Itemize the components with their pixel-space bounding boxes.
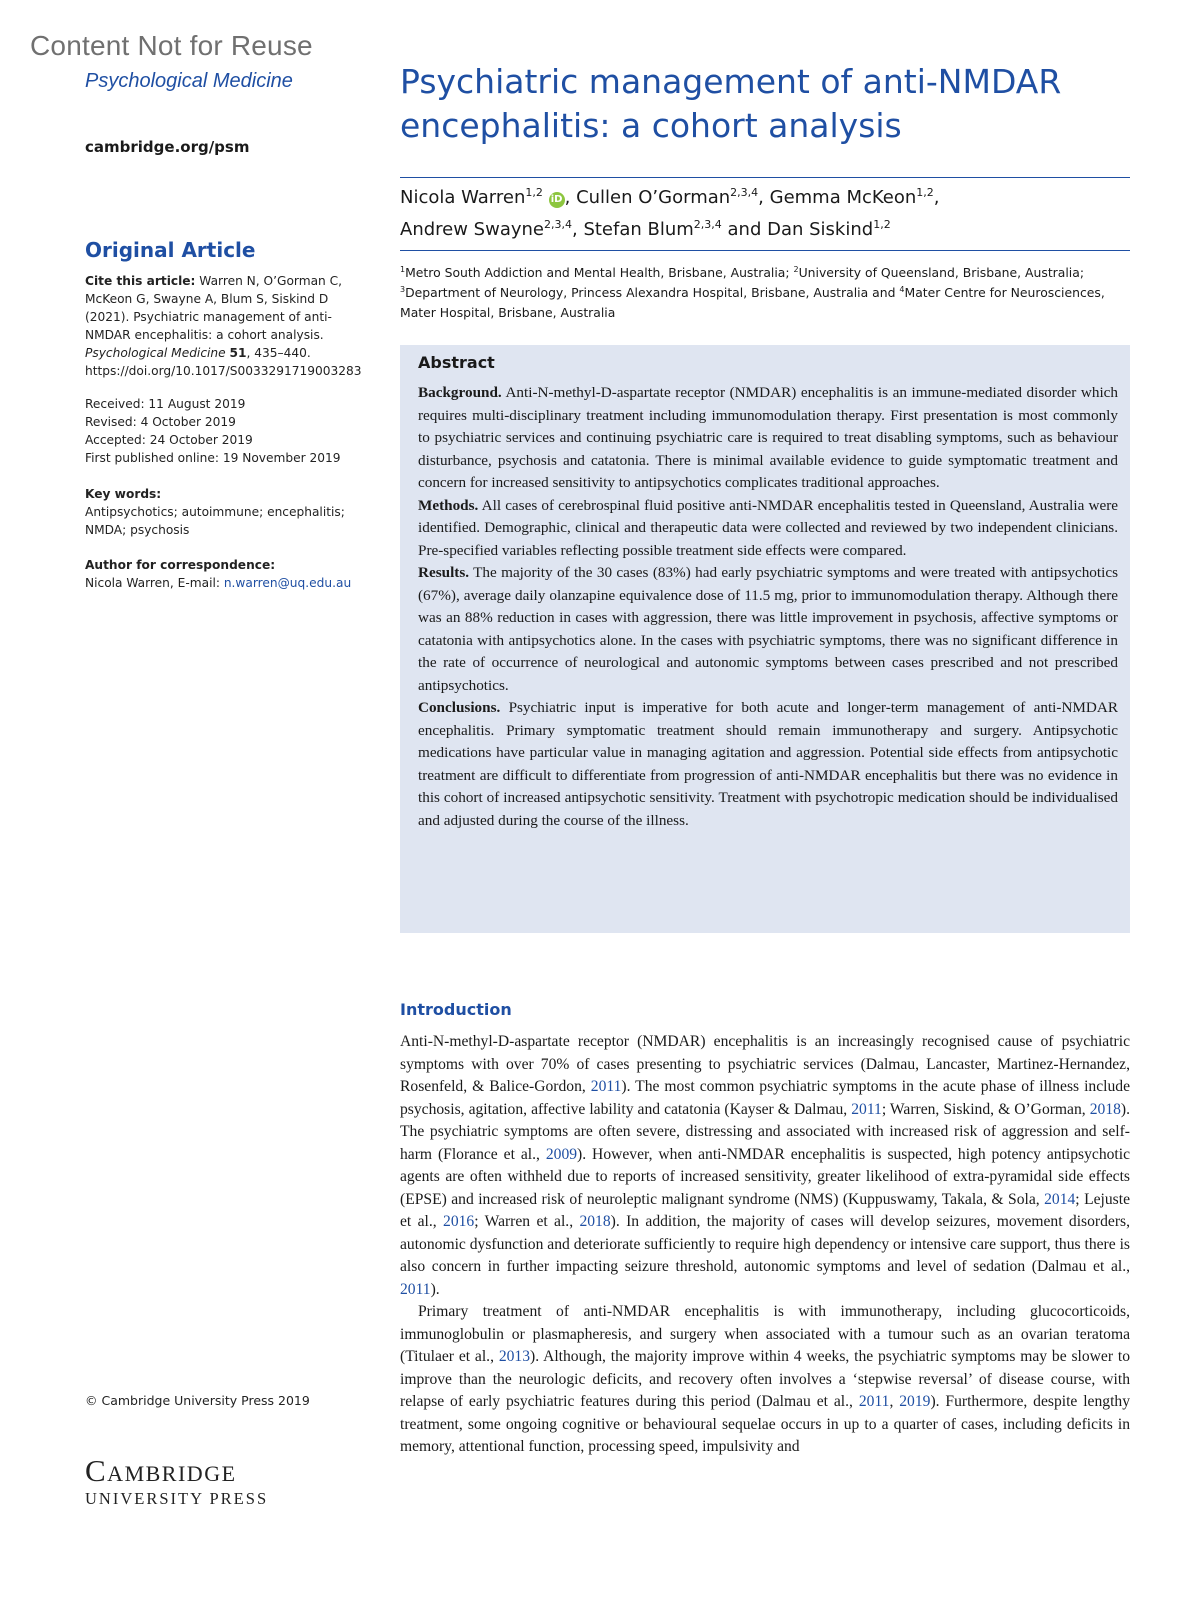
citation-link[interactable]: 2014 bbox=[1044, 1190, 1076, 1208]
citation-label: Cite this article: bbox=[85, 274, 196, 288]
date-published: First published online: 19 November 2019 bbox=[85, 451, 341, 465]
citation-link[interactable]: 2011 bbox=[851, 1100, 882, 1118]
citation-link[interactable]: 2018 bbox=[579, 1213, 611, 1230]
paragraph-text: ). In addition, the majority of cases will develop seizures, movement disorders, autonomic dysfunction and deteriorate sufficiently to require high dependency or intensive care support, thus there is also concern in further impacting seizure threshold, autonomic symptoms and level of sedation (Dalmau et al., bbox=[400, 1213, 1130, 1275]
correspondence-text: Nicola Warren, E-mail: bbox=[85, 576, 224, 590]
author-name[interactable]: Dan Siskind bbox=[767, 219, 874, 240]
keywords-block bbox=[85, 485, 375, 539]
publisher-logo-line2: UNIVERSITY PRESS bbox=[85, 1489, 269, 1508]
abstract-conclusions: Conclusions. Psychiatric input is imperative for both acute and longer-term management of anti-NMDAR encephalitis. Primary symptomatic treatment should remain immunotherapy and surgery. Antipsychotic medications have particular value in managing agitation and aggression. Potential side effects from antipsychotic treatment are difficult to differentiate from progression of anti-NMDAR encephalitis but there was no evidence in this cohort of increased antipsychotic sensitivity. Treatment with psychotropic medication should be individualised and adjusted during the course of the illness. bbox=[418, 699, 1119, 829]
orcid-icon[interactable]: iD bbox=[549, 192, 565, 208]
author-separator: , bbox=[571, 219, 584, 240]
citation-volume: 51 bbox=[229, 346, 247, 360]
paragraph-text: Anti-N-methyl-D-aspartate receptor (NMDAR) encephalitis is an increasingly recognised cause of psychiatric symptoms with over 70% of cases presenting to psychiatric services (Dalmau, Lancaster, Martinez-Hernandez, Rosenfeld, & Balice-Gordon, bbox=[400, 1033, 1130, 1095]
citation-link[interactable]: 2009 bbox=[545, 1145, 578, 1163]
publisher-logo bbox=[85, 1455, 268, 1509]
introduction-paragraph bbox=[400, 1031, 1130, 1301]
author-name[interactable]: Andrew Swayne bbox=[400, 219, 544, 240]
keywords-text: Antipsychotics; autoimmune; encephalitis; NMDA; psychosis bbox=[85, 505, 345, 537]
abstract-background: Background. Anti-N-methyl-D-aspartate receptor (NMDAR) encephalitis is an immune-mediated disorder which requires multi-disciplinary treatment including immunomodulation therapy. First presentation is most commonly to psychiatric services and continuing psychiatric care is required to treat disabling symptoms, such as behaviour disturbance, psychosis and catatonia. There is minimal available evidence to guide symptomatic treatment and concern for increased sensitivity to antipsychotics complicates traditional approaches. bbox=[418, 384, 1118, 491]
keywords-label: Key words: bbox=[85, 487, 162, 501]
author-name[interactable]: Cullen O’Gorman bbox=[576, 187, 731, 208]
authors-divider bbox=[400, 250, 1130, 251]
publisher-logo-line1: Cambridge bbox=[85, 1453, 237, 1488]
article-title: Psychiatric management of anti-NMDAR encephalitis: a cohort analysis bbox=[400, 62, 1062, 145]
journal-name[interactable]: Psychological Medicine bbox=[85, 70, 293, 92]
paragraph-text: Primary treatment of anti-NMDAR encephalitis is with immunotherapy, including glucocorticoids, immunoglobulin or plasmapheresis, and surgery when associated with a tumour such as an ovarian teratoma (Titulaer et al., bbox=[400, 1303, 1130, 1365]
author-list bbox=[400, 182, 1140, 246]
journal-url[interactable]: cambridge.org/psm bbox=[85, 138, 250, 156]
author-name[interactable]: Nicola Warren bbox=[400, 187, 526, 208]
paragraph-text: ; Warren, Siskind, & O’Gorman, bbox=[881, 1100, 1090, 1118]
author-name[interactable]: Gemma McKeon bbox=[769, 187, 917, 208]
citation-link[interactable]: 2011 bbox=[858, 1393, 890, 1410]
author-affiliation-sup: 1,2 bbox=[525, 186, 543, 199]
affiliation-1: Metro South Addiction and Mental Health, Brisbane, Australia; bbox=[405, 265, 794, 280]
paragraph-text: ). bbox=[430, 1280, 440, 1298]
affiliation-3: Department of Neurology, Princess Alexandra Hospital, Brisbane, Australia and bbox=[405, 285, 900, 300]
introduction-body bbox=[400, 1031, 1130, 1459]
abstract-methods: Methods. All cases of cerebrospinal fluid positive anti-NMDAR encephalitis tested in Queensland, Australia were identified. Demographic, clinical and therapeutic data were collected and reviewed by two independent clinicians. Pre-specified variables reflecting possible treatment side effects were compared. bbox=[418, 496, 1118, 559]
author-separator: , bbox=[564, 187, 577, 208]
citation-link[interactable]: 2018 bbox=[1089, 1100, 1121, 1118]
dates-block bbox=[85, 395, 375, 467]
paragraph-text: ). However, when anti-NMDAR encephalitis is suspected, high potency antipsychotic agents are often withheld due to reports of increased sensitivity, greater likelihood of extra-pyramidal side effects (EPSE) and increased risk of neuroleptic malignant syndrome (NMS) (Kuppuswamy, Takala, & Sola, bbox=[400, 1145, 1131, 1208]
abstract-results: Results. The majority of the 30 cases (83%) had early psychiatric symptoms and were treated with antipsychotics (67%), average daily olanzapine equivalence dose of 11.5 mg, prior to immunomodulation therapy. Although there was an 88% reduction in cases with aggression, there was little improvement in psychosis, affective symptoms or catatonia with antipsychotics alone. In the cases with psychiatric symptoms, there was no significant difference in the rate of occurrence of neurological and autonomic symptoms between cases prescribed and not prescribed antipsychotics. bbox=[418, 564, 1118, 694]
abstract-heading: Abstract bbox=[418, 353, 495, 372]
affiliation-4: Mater Centre for Neurosciences, Mater Hospital, Brisbane, Australia bbox=[400, 285, 1105, 320]
paragraph-text: ; Warren et al., bbox=[474, 1213, 580, 1230]
author-name[interactable]: Stefan Blum bbox=[583, 219, 694, 240]
abstract-body bbox=[418, 382, 1118, 832]
citation-link[interactable]: 2016 bbox=[443, 1213, 475, 1230]
author-affiliation-sup: 1,2 bbox=[916, 186, 934, 199]
author-affiliation-sup: 2,3,4 bbox=[730, 186, 759, 199]
copyright: © Cambridge University Press 2019 bbox=[85, 1393, 310, 1408]
introduction-paragraph bbox=[400, 1301, 1130, 1459]
watermark-text: Content Not for Reuse bbox=[30, 30, 313, 61]
citation-text: Warren N, O’Gorman C, McKeon G, Swayne A, Blum S, Siskind D (2021). Psychiatric management of anti-NMDAR encephalitis: a cohort analysis. bbox=[85, 274, 343, 342]
citation-journal: Psychological Medicine bbox=[85, 346, 226, 360]
author-affiliation-sup: 1,2 bbox=[873, 218, 891, 231]
affiliation-2: University of Queensland, Brisbane, Australia; bbox=[798, 265, 1085, 280]
author-separator: , bbox=[758, 187, 770, 208]
date-received: Received: 11 August 2019 bbox=[85, 397, 246, 411]
paragraph-text: , bbox=[889, 1393, 900, 1410]
affiliations: $^1$Metro South Addiction and Mental Health, Brisbane, Australia; $^2$University of Queensland, Brisbane, Australia; $^3$Department of Neurology, Princess Alexandra Hospital, Brisbane, Australia and $^4$Mater Centre for Neurosciences, Mater Hospital, Brisbane, Australia bbox=[400, 264, 1105, 320]
citation-link[interactable]: 2019 bbox=[899, 1393, 931, 1410]
title-divider bbox=[400, 177, 1130, 178]
author-affiliation-sup: 2,3,4 bbox=[693, 218, 722, 231]
paragraph-text: ; Lejuste et al., bbox=[400, 1190, 1130, 1230]
correspondence-block bbox=[85, 556, 375, 592]
citation-link[interactable]: 2011 bbox=[400, 1280, 431, 1298]
citation-rest[interactable]: , 435–440. https://doi.org/10.1017/S0033291719003283 bbox=[85, 346, 362, 378]
paragraph-text: ). The psychiatric symptoms are often severe, distressing and associated with increased risk of aggression and self-harm (Florance et al., bbox=[400, 1100, 1130, 1163]
introduction-heading: Introduction bbox=[400, 1000, 512, 1019]
paragraph-text: ). Furthermore, despite lengthy treatment, some ongoing cognitive or behavioural sequelae occurs in up to a quarter of cases, including deficits in memory, attentional function, processing speed, impulsivity and bbox=[400, 1393, 1130, 1455]
date-revised: Revised: 4 October 2019 bbox=[85, 415, 236, 429]
correspondence-email[interactable]: n.warren@uq.edu.au bbox=[223, 576, 352, 590]
author-separator: and bbox=[721, 219, 768, 240]
correspondence-label: Author for correspondence: bbox=[85, 558, 276, 572]
citation-link[interactable]: 2011 bbox=[590, 1078, 622, 1095]
article-type: Original Article bbox=[85, 238, 256, 262]
author-separator: , bbox=[933, 187, 940, 208]
paragraph-text: ). Although, the majority improve within 4 weeks, the psychiatric symptoms may be slower to improve than the neurologic deficits, and recovery often involves a ‘stepwise reversal’ of disease course, with relapse of early psychiatric features during this period (Dalmau et al., bbox=[400, 1348, 1131, 1410]
citation-block bbox=[85, 272, 375, 380]
paragraph-text: ). The most common psychiatric symptoms in the acute phase of illness include psychosis, agitation, affective lability and catatonia (Kayser & Dalmau, bbox=[400, 1078, 1130, 1118]
author-affiliation-sup: 2,3,4 bbox=[543, 218, 572, 231]
date-accepted: Accepted: 24 October 2019 bbox=[85, 433, 253, 447]
citation-link[interactable]: 2013 bbox=[498, 1348, 531, 1365]
